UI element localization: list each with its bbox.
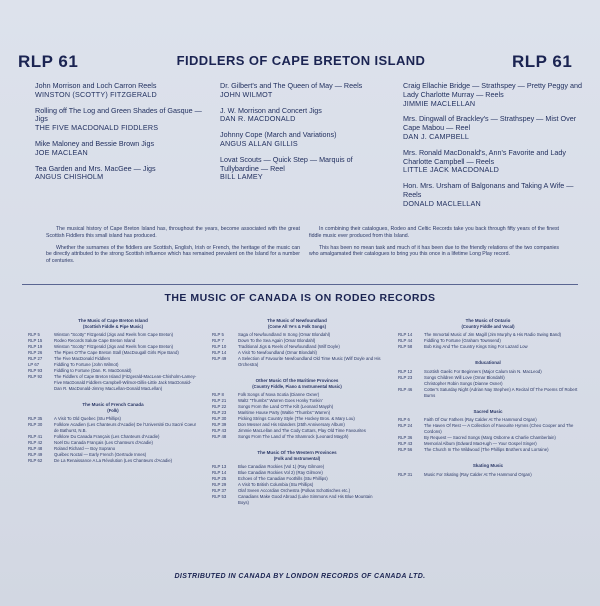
track-title: Johnny Cope (March and Variations) — [220, 130, 337, 140]
catalogue-title: Canadians Make Good Abroad (Luke Simmons And His Blue Mountain Boys) — [238, 494, 373, 505]
catalogue-title: Music For Skating (Ray Calder At The Hammond Organ) — [424, 471, 532, 477]
catalogue-number: RLP 48 — [28, 446, 43, 451]
catalogue-number: RLP 53 — [212, 494, 227, 499]
catalogue-number: RLP 26 — [28, 350, 43, 355]
catalogue-number: RLP 21 — [212, 398, 227, 403]
track-artist: ANGUS ALLAN GILLIS — [220, 138, 298, 148]
catalog-number-left: RLP 61 — [18, 52, 79, 71]
catalogue-title: Blue Canadian Rockies Vol 2) (Ray Gilmore) — [238, 470, 323, 475]
catalogue-number: RLP 46 — [398, 386, 413, 392]
catalogue-number: RLP 49 — [28, 452, 43, 457]
track-title: Lovat Scouts — Quick Step — Marquis of Tullybardine — Reel — [220, 154, 353, 173]
catalogue-number: RLP 8 — [212, 392, 224, 397]
catalogue-title: Waltz "Thumbs" Warren Goes Honky Tonkin' — [238, 398, 323, 403]
catalogue-section — [212, 318, 382, 368]
catalogue-title: Faith Of Our Fathers (Ray Calder At The Hammond Organ) — [424, 417, 537, 422]
track-artist: DONALD MACLELLAN — [403, 198, 481, 208]
section-heading: The Music of Ontario — [465, 318, 511, 323]
track-item — [35, 107, 215, 133]
section-subheading: (Folk) — [107, 407, 119, 413]
catalogue-column-1 — [28, 318, 198, 474]
catalogue-section — [28, 318, 198, 392]
catalogue-title: Songs From The Land of The Shamrock (Leonard Mayph) — [238, 434, 349, 439]
track-artist: WINSTON (SCOTTY) FITZGERALD — [35, 89, 157, 99]
catalogue-number: RLP 27 — [28, 356, 43, 361]
catalogue-number: RLP 30 — [28, 422, 43, 427]
track-artist: JOE MACLEAN — [35, 147, 88, 157]
track-title: Hon. Mrs. Ursham of Balgonans and Taking A Wife — Reels — [403, 181, 574, 199]
catalogue-number: RLP 14 — [212, 470, 227, 475]
section-heading: The Music of Newfoundland — [267, 318, 327, 323]
catalogue-entry — [28, 374, 198, 392]
track-title: John Morrison and Loch Carron Reels — [35, 81, 157, 90]
catalogue-number: RLP 15 — [28, 338, 43, 343]
catalogue-section — [28, 402, 198, 464]
catalogue-title: Songs From the Land O'The Kilt (Leonard Mayph) — [238, 404, 334, 409]
section-heading: The Music of Cape Breton Island — [78, 318, 148, 323]
catalogue-title: Bob King And The Country Kings Sing For Lazard Low — [424, 344, 528, 349]
catalogue-entry — [28, 458, 198, 464]
liner-note-paragraph: Whether the surnames of the fiddlers are Scottish, English, Irish or French, the heritage of the music can be directly attributed to the strong Scottish influence which has remained prevalent on the Island for a number of centuries. — [46, 244, 300, 265]
distributor-credit: DISTRIBUTED IN CANADA BY LONDON RECORDS OF CANADA LTD. — [174, 573, 426, 580]
catalogue-column-2 — [212, 318, 382, 516]
catalogue-section — [398, 318, 578, 350]
divider — [22, 284, 578, 285]
catalogue-title: Olaf Sveen Accordian Orchestra (Polkas Schottisches etc.) — [238, 488, 351, 493]
catalogue-title: A Visit To British Columbia (Stu Phillips) — [238, 482, 314, 487]
catalogue-number: RLP 25 — [212, 476, 227, 481]
section-subheading: (Country Fiddle, Piano & Instrumental Music) — [252, 383, 342, 389]
catalogue-number: RLP 35 — [28, 416, 43, 421]
catalog-number-right: RLP 61 — [512, 52, 573, 71]
catalogue-number: RLP 43 — [398, 441, 413, 446]
catalogue-title: Maritime House Party (Waltie "Thumbs" Warren) — [238, 410, 331, 415]
track-item — [220, 131, 390, 149]
section-heading: Other Music Of the Maritime Provinces — [255, 378, 339, 383]
catalogue-title: Québec Noctal — Early French (Gertrude Innes) — [54, 452, 147, 457]
catalogue-entry — [398, 344, 578, 350]
catalogue-section — [398, 360, 578, 399]
catalogue-title: Don Messer and His Islanders (25th Anniversary Album) — [238, 422, 345, 427]
catalogue-number: RLP 13 — [212, 464, 227, 469]
catalogue-number: RLP 23 — [398, 374, 413, 380]
catalogue-title: Christopher Robin Songs (Dianne Oxner) — [424, 380, 503, 386]
catalogue-title: A Visit To Old Quebec (Stu Phillips) — [54, 416, 121, 421]
section-heading: The Music of French Canada — [82, 402, 144, 407]
catalogue-title: The Fiddlers of Cape Breton Island (Fitzgerald-MacLean-Chisholm-Lamey-Five MacDonald Fiddlers-Campbell-Wilmot-Gillis-Little Jack MacDonald-Dan R. MacDonald-Jimmy MacLellan-Donald MacLellan) — [54, 374, 197, 391]
track-item — [403, 115, 588, 141]
catalogue-section — [398, 463, 578, 478]
catalogue-number: RLP 93 — [28, 368, 43, 373]
track-title: J. W. Morrison and Concert Jigs — [220, 105, 322, 115]
catalogue-title: Folklore Du Canada Français (Les Chanteurs d'Acadie) — [54, 434, 160, 439]
catalogue-number: RLP 48 — [212, 434, 227, 439]
liner-note-paragraph: The musical history of Cape Breton Island has, throughout the years, become associated with the great Scottish Fiddlers this small island has produced. — [46, 226, 300, 239]
catalogue-title: Folklore Acadien (Les Chanteurs d'Acadie) De l'Université Du Sacré Coeur de Bathurst, N.B. — [54, 422, 197, 433]
track-title: Mike Maloney and Bessie Brown Jigs — [35, 138, 155, 148]
catalogue-title: Scottish Gaelic For Beginners (Major Calum Iain N. MacLeod) — [424, 368, 542, 374]
catalogue-number: RLP 22 — [212, 404, 227, 409]
track-list-column-3 — [403, 82, 588, 216]
catalogue-title: Winston "Scotty" Fitzgerald (Jigs and Reels from Cape Breton) — [54, 332, 174, 337]
catalogue-number: RLP 42 — [28, 440, 43, 445]
section-heading: The Music Of The Western Provinces — [257, 450, 337, 455]
catalogue-number: RLP 58 — [398, 344, 413, 349]
track-title: Rolling off The Log and Green Shades of Gasque — Jigs — [35, 105, 202, 124]
catalogue-number: RLP 92 — [28, 374, 43, 379]
track-item — [220, 82, 390, 100]
liner-note-paragraph: This has been no mean task and much of it has been due to the friendly relations of the two companies who amalgamated their catalogues to bring you this once in a lifetime Long Play record. — [309, 244, 559, 258]
track-item — [403, 149, 588, 175]
catalogue-title: The Immortal Music of Jim Magill (Jim Murphy & His Radio Swing Band) — [424, 332, 562, 337]
section-subheading: (Folk and Instrumental) — [273, 455, 321, 461]
catalogue-number: RLP 62 — [28, 458, 43, 463]
catalogue-number: RLP 29 — [212, 482, 227, 487]
track-item — [220, 156, 390, 182]
catalogue-number: RLP 37 — [212, 488, 227, 493]
catalogue-entry — [398, 447, 578, 453]
catalogue-number: RLP 5 — [28, 332, 40, 337]
catalogue-number: LP 67 — [28, 362, 40, 367]
section-subheading: (Country Fiddle and Vocal) — [461, 323, 515, 329]
catalogue-title: Cotter's Saturday Night (Adrian Nay Stephen) A Recital Of The Poems Of Robert Burns — [424, 386, 578, 398]
catalogue-title: De La Renaissance A La Révolution (Les Chanteurs d'Acadie) — [54, 458, 173, 463]
liner-notes-right — [309, 226, 559, 263]
catalogue-number: RLP 43 — [212, 428, 227, 433]
catalogue-section — [212, 450, 382, 506]
catalogue-entry — [28, 422, 198, 434]
catalogue-title: Songs Children Will Love (Omar Blondahl) — [424, 374, 505, 380]
catalogue-banner: THE MUSIC OF CANADA IS ON RODEO RECORDS — [164, 292, 436, 304]
track-item — [35, 140, 215, 158]
catalogue-number: RLP 12 — [398, 368, 413, 374]
track-artist: JIMMIE MACLELLAN — [403, 98, 476, 108]
catalogue-section — [398, 409, 578, 454]
track-item — [220, 107, 390, 125]
catalogue-title: Noël Du Canada Français (Les Chanteurs d'Acadie) — [54, 440, 153, 445]
track-artist: JOHN WILMOT — [220, 89, 273, 99]
track-title: Mrs. Ronald MacDonald's, Ann's Favorite and Lady Charlotte Campbell — Reels — [403, 147, 566, 166]
track-title: Tea Garden and Mrs. MacGee — Jigs — [35, 163, 156, 173]
catalogue-title: Rodeo Records Salute Cape Breton Island — [54, 338, 136, 343]
track-title: Mrs. Dingwall of Brackley's — Strathspey — Mist Over Cape Mabou — Reel — [403, 114, 577, 133]
track-artist: THE FIVE MACDONALD FIDDLERS — [35, 123, 159, 133]
section-heading: Sacred Music — [473, 408, 503, 414]
catalogue-number: RLP 36 — [398, 435, 413, 440]
catalogue-title: Roland Richard — Boy Soprano — [54, 446, 116, 451]
track-list-column-1 — [35, 82, 215, 189]
track-title: Dr. Gilbert's and The Queen of May — Reels — [220, 81, 363, 90]
catalogue-title: Picking Strings Country Style (The Hockey Bros. & Mary Lou) — [238, 416, 355, 421]
catalogue-title: Winston "Scotty" Fitzgerald (Jigs and Reels from Cape Breton) — [54, 344, 174, 349]
track-item — [403, 82, 588, 108]
catalogue-number: RLP 39 — [212, 422, 227, 427]
track-artist: LITTLE JACK MACDONALD — [403, 165, 500, 175]
section-subheading: (Come All Ye's & Folk Songs) — [267, 323, 326, 329]
section-heading: Skating Music — [472, 463, 504, 468]
track-artist: BILL LAMEY — [220, 172, 263, 182]
catalogue-number: RLP 14 — [212, 350, 227, 355]
catalogue-number: RLP 14 — [398, 332, 413, 337]
catalogue-title: Memorial Album (Edward MacHugh — Your Gospel Singer) — [424, 441, 537, 446]
track-item — [35, 82, 215, 100]
catalogue-title: Folk Songs of Nova Scotia (Dianne Oxner) — [238, 392, 320, 397]
catalogue-title: The Church In The Wildwood (The Phillips Brothers and Lorraine) — [424, 447, 549, 452]
catalogue-title: Fiddling To Fortune (Graham Townsend) — [424, 338, 501, 343]
catalogue-title: By Request — Sacred Songs (Marg Osborne & Charlie Chamberlain) — [424, 435, 556, 440]
catalogue-entry — [398, 387, 578, 399]
catalogue-entry — [398, 423, 578, 435]
catalogue-title: Saga of Newfoundland In Song (Omar Blondahl) — [238, 332, 331, 337]
catalogue-title: Fiddling To Fortune (John Wilmot) — [54, 362, 119, 367]
catalogue-title: Down To the Sea Again (Omar Blondahl) — [238, 338, 316, 343]
catalogue-title: Jimmie MacLellan and The Cody Cottars, Play Old Time Favourites — [238, 428, 366, 433]
section-heading: Educational — [475, 360, 501, 365]
catalogue-number: RLP 24 — [398, 423, 413, 428]
catalogue-entry — [212, 356, 382, 368]
catalogue-entry — [212, 434, 382, 440]
liner-note-paragraph: In combining their catalogues, Rodeo and Celtic Records take you back through fifty years of the finest fiddle music ever produced from this Island. — [309, 226, 559, 239]
catalogue-number: RLP 30 — [212, 416, 227, 421]
catalogue-title: A Visit To Newfoundland (Omar Blondahl) — [238, 350, 317, 355]
catalogue-number: RLP 44 — [398, 338, 413, 343]
catalogue-column-3 — [398, 318, 578, 488]
catalogue-number: RLP 56 — [398, 447, 413, 452]
catalogue-title: The Five MacDonald Fiddlers — [54, 356, 111, 361]
catalogue-title: Fiddling to Fortune (Dan. R. MacDonald) — [54, 368, 132, 373]
track-item — [403, 182, 588, 208]
catalogue-title: Blue Canadian Rockies (Vol 1) (Ray Gilmore) — [238, 464, 325, 469]
catalogue-number: RLP 49 — [212, 356, 227, 361]
track-item — [35, 165, 215, 183]
section-subheading: (Scottish Fiddle & Pipe Music) — [82, 323, 144, 329]
catalogue-number: RLP 6 — [398, 417, 410, 422]
catalogue-number: RLP 5 — [212, 332, 224, 337]
catalogue-title: The Haven Of Rest — A Collection of Favourite Hymns (Cheo Cooper and The Cordons) — [424, 423, 574, 434]
track-artist: DAN J. CAMPBELL — [403, 131, 470, 141]
album-title: FIDDLERS OF CAPE BRETON ISLAND — [176, 53, 426, 68]
catalogue-entry — [398, 472, 578, 478]
catalogue-title: A Selection of Favourite Newfoundland Old Time Music (Wilf Doyle and His Orchestra) — [238, 356, 381, 367]
track-artist: ANGUS CHISHOLM — [35, 172, 104, 182]
catalogue-number: RLP 31 — [398, 471, 413, 477]
catalogue-title: The Pipes O'The Cape Breton Stall (MacDougall Girls Pipe Band) — [54, 350, 179, 355]
track-title: Craig Ellachie Bridge — Strathspey — Pretty Peggy and Lady Charlotte Murray — Reels — [403, 81, 582, 99]
catalogue-number: RLP 23 — [212, 410, 227, 415]
catalogue-number: RLP 19 — [28, 344, 43, 349]
catalogue-number: RLP 41 — [28, 434, 43, 439]
track-artist: DAN R. MACDONALD — [220, 114, 296, 124]
liner-notes-left — [46, 226, 300, 270]
catalogue-title: Traditional Jigs & Reels of Newfoundland (Wilf Doyle) — [238, 344, 340, 349]
catalogue-number: RLP 10 — [212, 344, 227, 349]
catalogue-title: Echoes of The Canadian Foothills (Stu Phillips) — [238, 476, 328, 481]
catalogue-number: RLP 7 — [212, 338, 224, 343]
track-list-column-2 — [220, 82, 390, 189]
catalogue-entry — [212, 494, 382, 506]
catalogue-section — [212, 378, 382, 440]
